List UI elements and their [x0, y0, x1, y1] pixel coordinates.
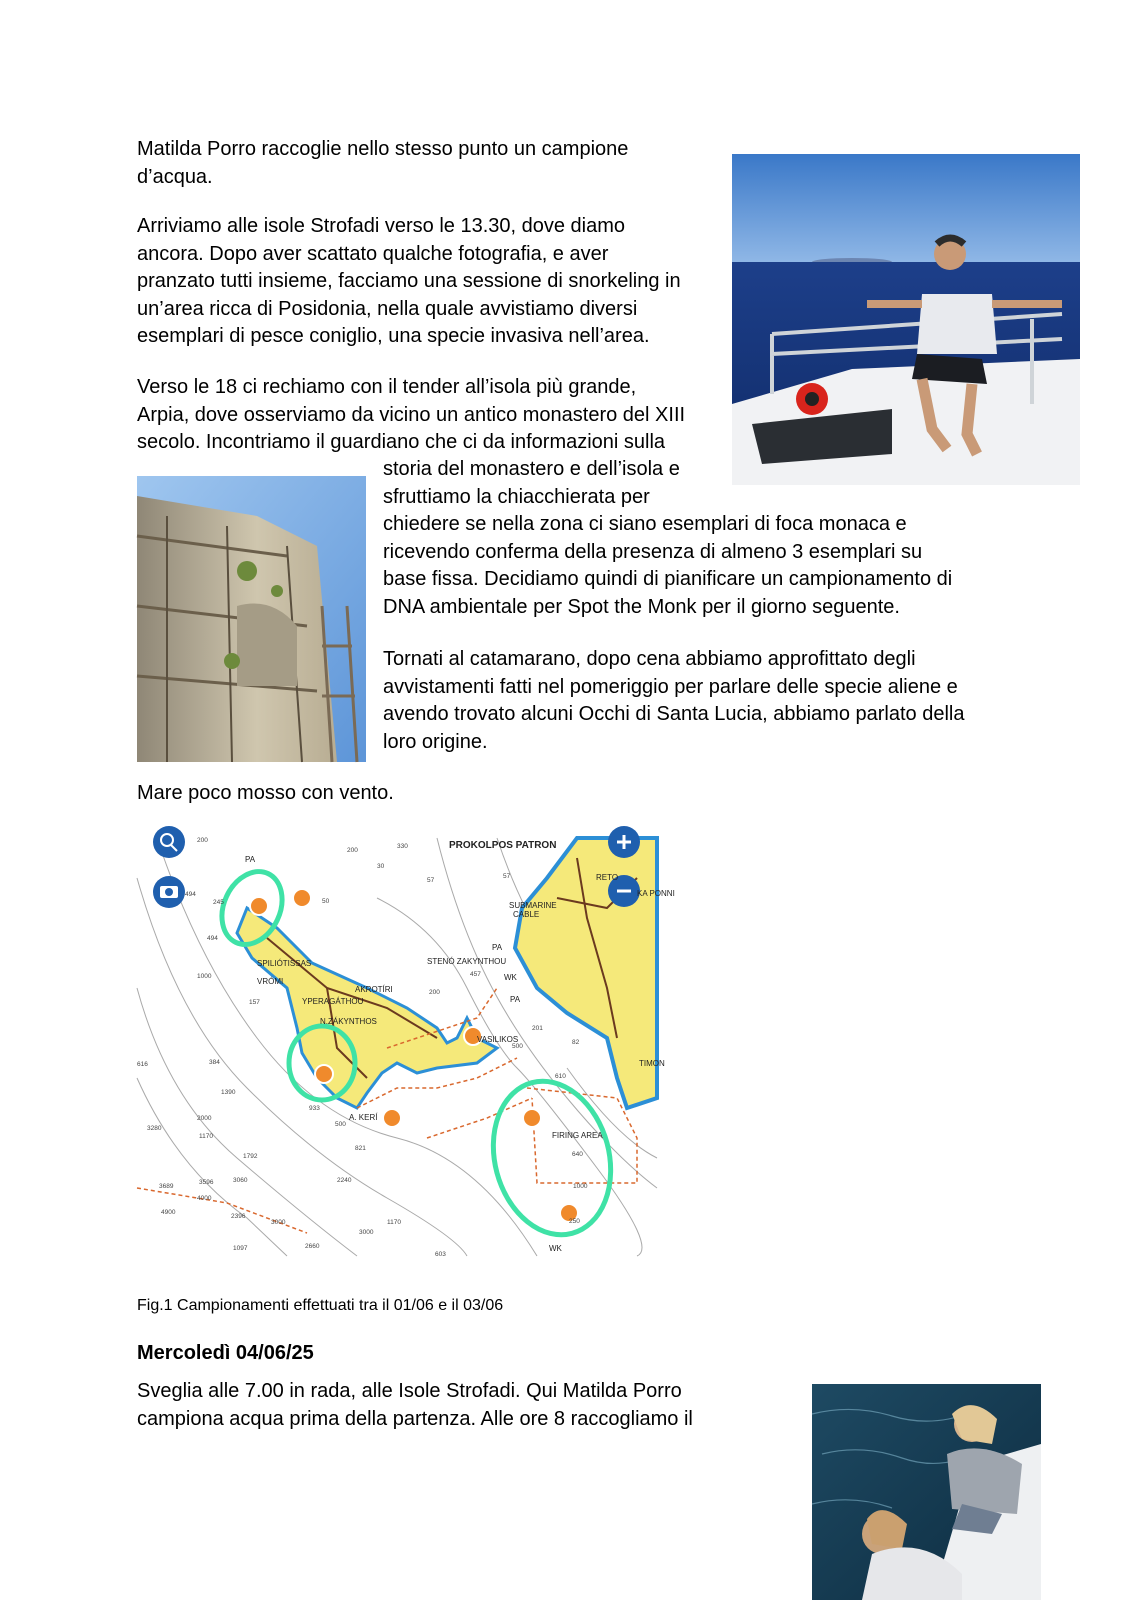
map-label-vromi: VRÓMI	[257, 977, 284, 986]
text-line: Matilda Porro raccoglie nello stesso punto un campione	[137, 138, 629, 160]
map-label-pa: PA	[492, 943, 503, 952]
photo-monastery-tower	[137, 476, 366, 762]
map-label-nzakynthos: N.ZÁKYNTHOS	[320, 1017, 377, 1026]
map-label-steno: STENÓ ZAKYNTHOU	[427, 957, 507, 966]
svg-text:3596: 3596	[199, 1179, 214, 1186]
text-line: chiedere se nella zona ci siano esemplari di foca monaca e	[383, 513, 907, 535]
map-label-wk: WK	[504, 973, 517, 982]
svg-text:1000: 1000	[573, 1183, 588, 1190]
svg-text:500: 500	[335, 1121, 346, 1128]
figure-caption: Fig.1 Campionamenti effettuati tra il 01/06 e il 03/06	[137, 1297, 504, 1314]
svg-text:2240: 2240	[337, 1177, 352, 1184]
svg-text:640: 640	[572, 1151, 583, 1158]
svg-text:384: 384	[209, 1059, 220, 1066]
svg-text:330: 330	[397, 843, 408, 850]
text-line: DNA ambientale per Spot the Monk per il giorno seguente.	[383, 595, 900, 618]
text-line: Arpia, dove osserviamo da vicino un antico monastero del XIII	[137, 403, 686, 426]
svg-text:3060: 3060	[233, 1177, 248, 1184]
svg-text:1000: 1000	[197, 973, 212, 980]
svg-text:57: 57	[503, 873, 511, 880]
paragraph-sampling-water	[137, 136, 628, 191]
svg-text:1097: 1097	[233, 1245, 248, 1252]
svg-text:157: 157	[249, 999, 260, 1006]
svg-text:933: 933	[309, 1105, 320, 1112]
map-label-submarine: SUBMARINE	[509, 901, 557, 910]
svg-text:200: 200	[197, 837, 208, 844]
text-line: sfruttiamo la chiacchierata per	[383, 485, 650, 508]
svg-text:2000: 2000	[197, 1115, 212, 1122]
svg-text:2660: 2660	[305, 1243, 320, 1250]
paragraph-sea-conditions	[137, 780, 394, 808]
map-search-icon[interactable]	[153, 826, 185, 858]
text-line: secolo. Incontriamo il guardiano che ci da informazioni sulla	[137, 431, 666, 453]
text-line: Verso le 18 ci rechiamo con il tender all’isola più grande,	[137, 376, 637, 398]
svg-text:1390: 1390	[221, 1089, 236, 1096]
svg-text:82: 82	[572, 1039, 580, 1046]
svg-text:457: 457	[470, 971, 481, 978]
map-label-pa: PA	[245, 855, 256, 864]
photo-boat-bow	[732, 154, 1080, 485]
map-label-kaponni: KA PONNI	[637, 889, 675, 898]
text-line: campiona acqua prima della partenza. Alle ore 8 raccogliamo il	[137, 1407, 693, 1430]
map-label-akrotiri: AKROTÍRI	[355, 985, 393, 994]
text-line: esemplari di pesce coniglio, una specie invasiva nell’area.	[137, 325, 650, 347]
svg-text:30: 30	[377, 863, 385, 870]
svg-text:821: 821	[355, 1145, 366, 1152]
zoom-in-icon[interactable]	[608, 826, 640, 858]
nautical-chart	[137, 837, 675, 1258]
map-label-wk: WK	[549, 1244, 562, 1253]
svg-text:57: 57	[427, 877, 435, 884]
svg-text:200: 200	[347, 847, 358, 854]
map-label-akeri: A. KERÍ	[349, 1113, 378, 1122]
text-line: Tornati al catamarano, dopo cena abbiamo approfittato degli	[383, 648, 916, 670]
svg-text:610: 610	[555, 1073, 566, 1080]
text-line: avendo trovato alcuni Occhi di Santa Lucia, abbiamo parlato della	[383, 703, 965, 725]
boat-photo-graphic	[732, 154, 1080, 485]
text-line: Sveglia alle 7.00 in rada, alle Isole Strofadi. Qui Matilda Porro	[137, 1380, 682, 1402]
text-line: loro origine.	[383, 730, 488, 753]
svg-text:4900: 4900	[161, 1209, 176, 1216]
map-label-firing-area: FIRING AREA	[552, 1131, 603, 1140]
svg-text:1792: 1792	[243, 1153, 258, 1160]
map-label-vasilikos: VASILIKOS	[477, 1035, 519, 1044]
svg-text:500: 500	[512, 1043, 523, 1050]
text-line: ricevendo conferma della presenza di almeno 3 esemplari su	[383, 540, 923, 563]
svg-text:603: 603	[435, 1251, 446, 1258]
map-label-prokolpos: PROKOLPOS PATRON	[449, 840, 557, 851]
svg-text:616: 616	[137, 1061, 148, 1068]
paragraph-catamaran-evening	[383, 646, 964, 756]
paragraph-strofadi-arrival	[137, 213, 681, 351]
map-label-cable: CABLE	[513, 910, 540, 919]
text-line: un’area ricca di Posidonia, nella quale avvistiamo diversi	[137, 297, 638, 320]
text-line: base fissa. Decidiamo quindi di pianificare un campionamento di	[383, 568, 953, 590]
map-label-pa: PA	[510, 995, 521, 1004]
text-line: storia del monastero e dell’isola e	[383, 458, 680, 480]
paragraph-morning-wakeup	[137, 1378, 693, 1433]
map-camera-icon[interactable]	[153, 876, 185, 908]
sampling-photo-graphic	[812, 1384, 1041, 1600]
svg-text:50: 50	[322, 898, 330, 905]
svg-text:3689: 3689	[159, 1183, 174, 1190]
svg-text:200: 200	[429, 989, 440, 996]
text-line: avvistamenti fatti nel pomeriggio per parlare delle specie aliene e	[383, 675, 958, 698]
map-label-spiliotissas: SPILIÓTISSAS	[257, 959, 312, 968]
svg-text:494: 494	[185, 891, 196, 898]
photo-water-sampling	[812, 1384, 1041, 1600]
text-line: Mare poco mosso con vento.	[137, 782, 394, 804]
monastery-photo-graphic	[137, 476, 366, 762]
svg-text:1170: 1170	[199, 1133, 213, 1140]
text-line: d’acqua.	[137, 165, 213, 188]
svg-text:250: 250	[569, 1218, 580, 1225]
svg-text:201: 201	[532, 1025, 543, 1032]
paragraph-arpia-visit	[137, 374, 685, 457]
text-line: pranzato tutti insieme, facciamo una sessione di snorkeling in	[137, 270, 681, 292]
map-label-timon: TIMON	[639, 1059, 665, 1068]
svg-text:3000: 3000	[359, 1229, 374, 1236]
svg-text:245: 245	[213, 899, 224, 906]
svg-text:494: 494	[207, 935, 218, 942]
map-label-reto: RETO	[596, 873, 619, 882]
svg-text:1170: 1170	[387, 1219, 401, 1226]
map-label-yperagathou: YPERAGÁTHOU	[302, 997, 364, 1006]
day-heading: Mercoledì 04/06/25	[137, 1342, 314, 1364]
svg-text:3280: 3280	[147, 1125, 162, 1132]
text-line: ancora. Dopo aver scattato qualche fotografia, e aver	[137, 242, 609, 265]
figure-sampling-map	[137, 837, 675, 1258]
svg-text:4000: 4000	[197, 1195, 212, 1202]
text-line: Arriviamo alle isole Strofadi verso le 13.30, dove diamo	[137, 215, 626, 237]
svg-text:3000: 3000	[271, 1219, 286, 1226]
svg-text:2396: 2396	[231, 1213, 246, 1220]
